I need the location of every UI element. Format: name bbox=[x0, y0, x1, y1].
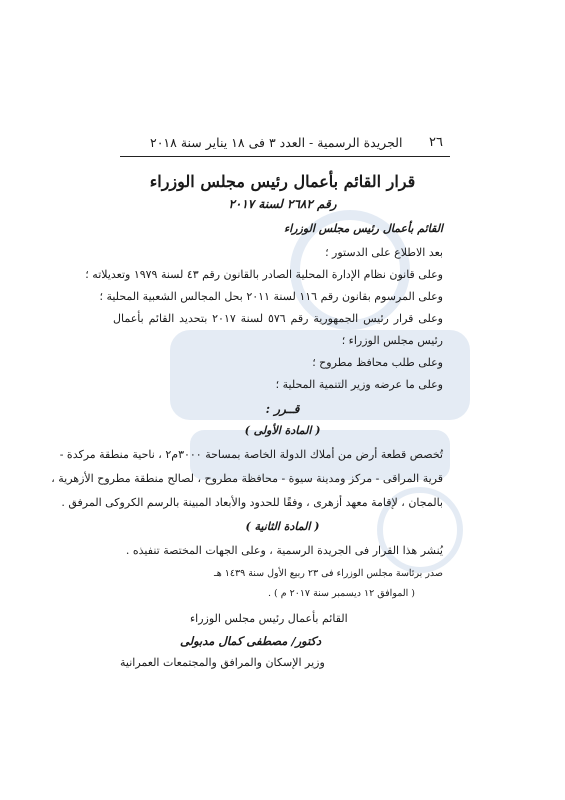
preamble-line: بعد الاطلاع على الدستور ؛ bbox=[325, 246, 443, 259]
header-divider bbox=[120, 156, 450, 157]
article-1-line: بالمجان ، لإقامة معهد أزهرى ، وفقًا للحدود والأبعاد المبينة بالرسم الكروكى المرفق . bbox=[61, 496, 443, 509]
publication-header: الجريدة الرسمية - العدد ٣ فى ١٨ يناير سنة ٢٠١٨ bbox=[150, 135, 403, 150]
signatory-position: وزير الإسكان والمرافق والمجتمعات العمرانية bbox=[120, 656, 325, 669]
decided-heading: قــرر : bbox=[265, 402, 300, 416]
preamble-line: وعلى طلب محافظ مطروح ؛ bbox=[312, 356, 443, 369]
issued-at: صدر برئاسة مجلس الوزراء فى ٢٣ ربيع الأول سنة ١٤٣٩ هـ bbox=[213, 568, 443, 579]
decree-number: رقم ٢٦٨٢ لسنة ٢٠١٧ bbox=[228, 197, 337, 211]
preamble-line: وعلى قانون نظام الإدارة المحلية الصادر بالقانون رقم ٤٣ لسنة ١٩٧٩ وتعديلاته ؛ bbox=[85, 268, 443, 281]
preamble-line: رئيس مجلس الوزراء ؛ bbox=[341, 334, 443, 347]
page-number: ٢٦ bbox=[429, 135, 443, 150]
article-1-line: تُخصص قطعة أرض من أملاك الدولة الخاصة بمساحة ٣٠٠٠م٢ ، ناحية منطقة مركدة - bbox=[59, 448, 443, 461]
equivalent-date: ( الموافق ١٢ ديسمبر سنة ٢٠١٧ م ) . bbox=[267, 588, 415, 599]
decree-title: قرار القائم بأعمال رئيس مجلس الوزراء bbox=[149, 172, 416, 191]
article-1-line: قرية المراقى - مركز ومدينة سيوة - محافظة مطروح ، لصالح منطقة مطروح الأزهرية ، bbox=[51, 472, 443, 485]
signatory-role: القائم بأعمال رئيس مجلس الوزراء bbox=[190, 612, 348, 625]
issuer-heading: القائم بأعمال رئيس مجلس الوزراء bbox=[283, 222, 443, 235]
preamble-line: وعلى قرار رئيس الجمهورية رقم ٥٧٦ لسنة ٢٠١٧ بتحديد القائم بأعمال bbox=[113, 312, 443, 325]
signatory-name: دكتور/ مصطفى كمال مدبولى bbox=[180, 634, 322, 648]
preamble-line: وعلى المرسوم بقانون رقم ١١٦ لسنة ٢٠١١ بحل المجالس الشعبية المحلية ؛ bbox=[99, 290, 443, 303]
preamble-line: وعلى ما عرضه وزير التنمية المحلية ؛ bbox=[275, 378, 443, 391]
article-1-heading: ( المادة الأولى ) bbox=[244, 424, 321, 437]
article-2-text: يُنشر هذا القرار فى الجريدة الرسمية ، وعلى الجهات المختصة تنفيذه . bbox=[125, 544, 443, 557]
article-2-heading: ( المادة الثانية ) bbox=[245, 520, 320, 533]
